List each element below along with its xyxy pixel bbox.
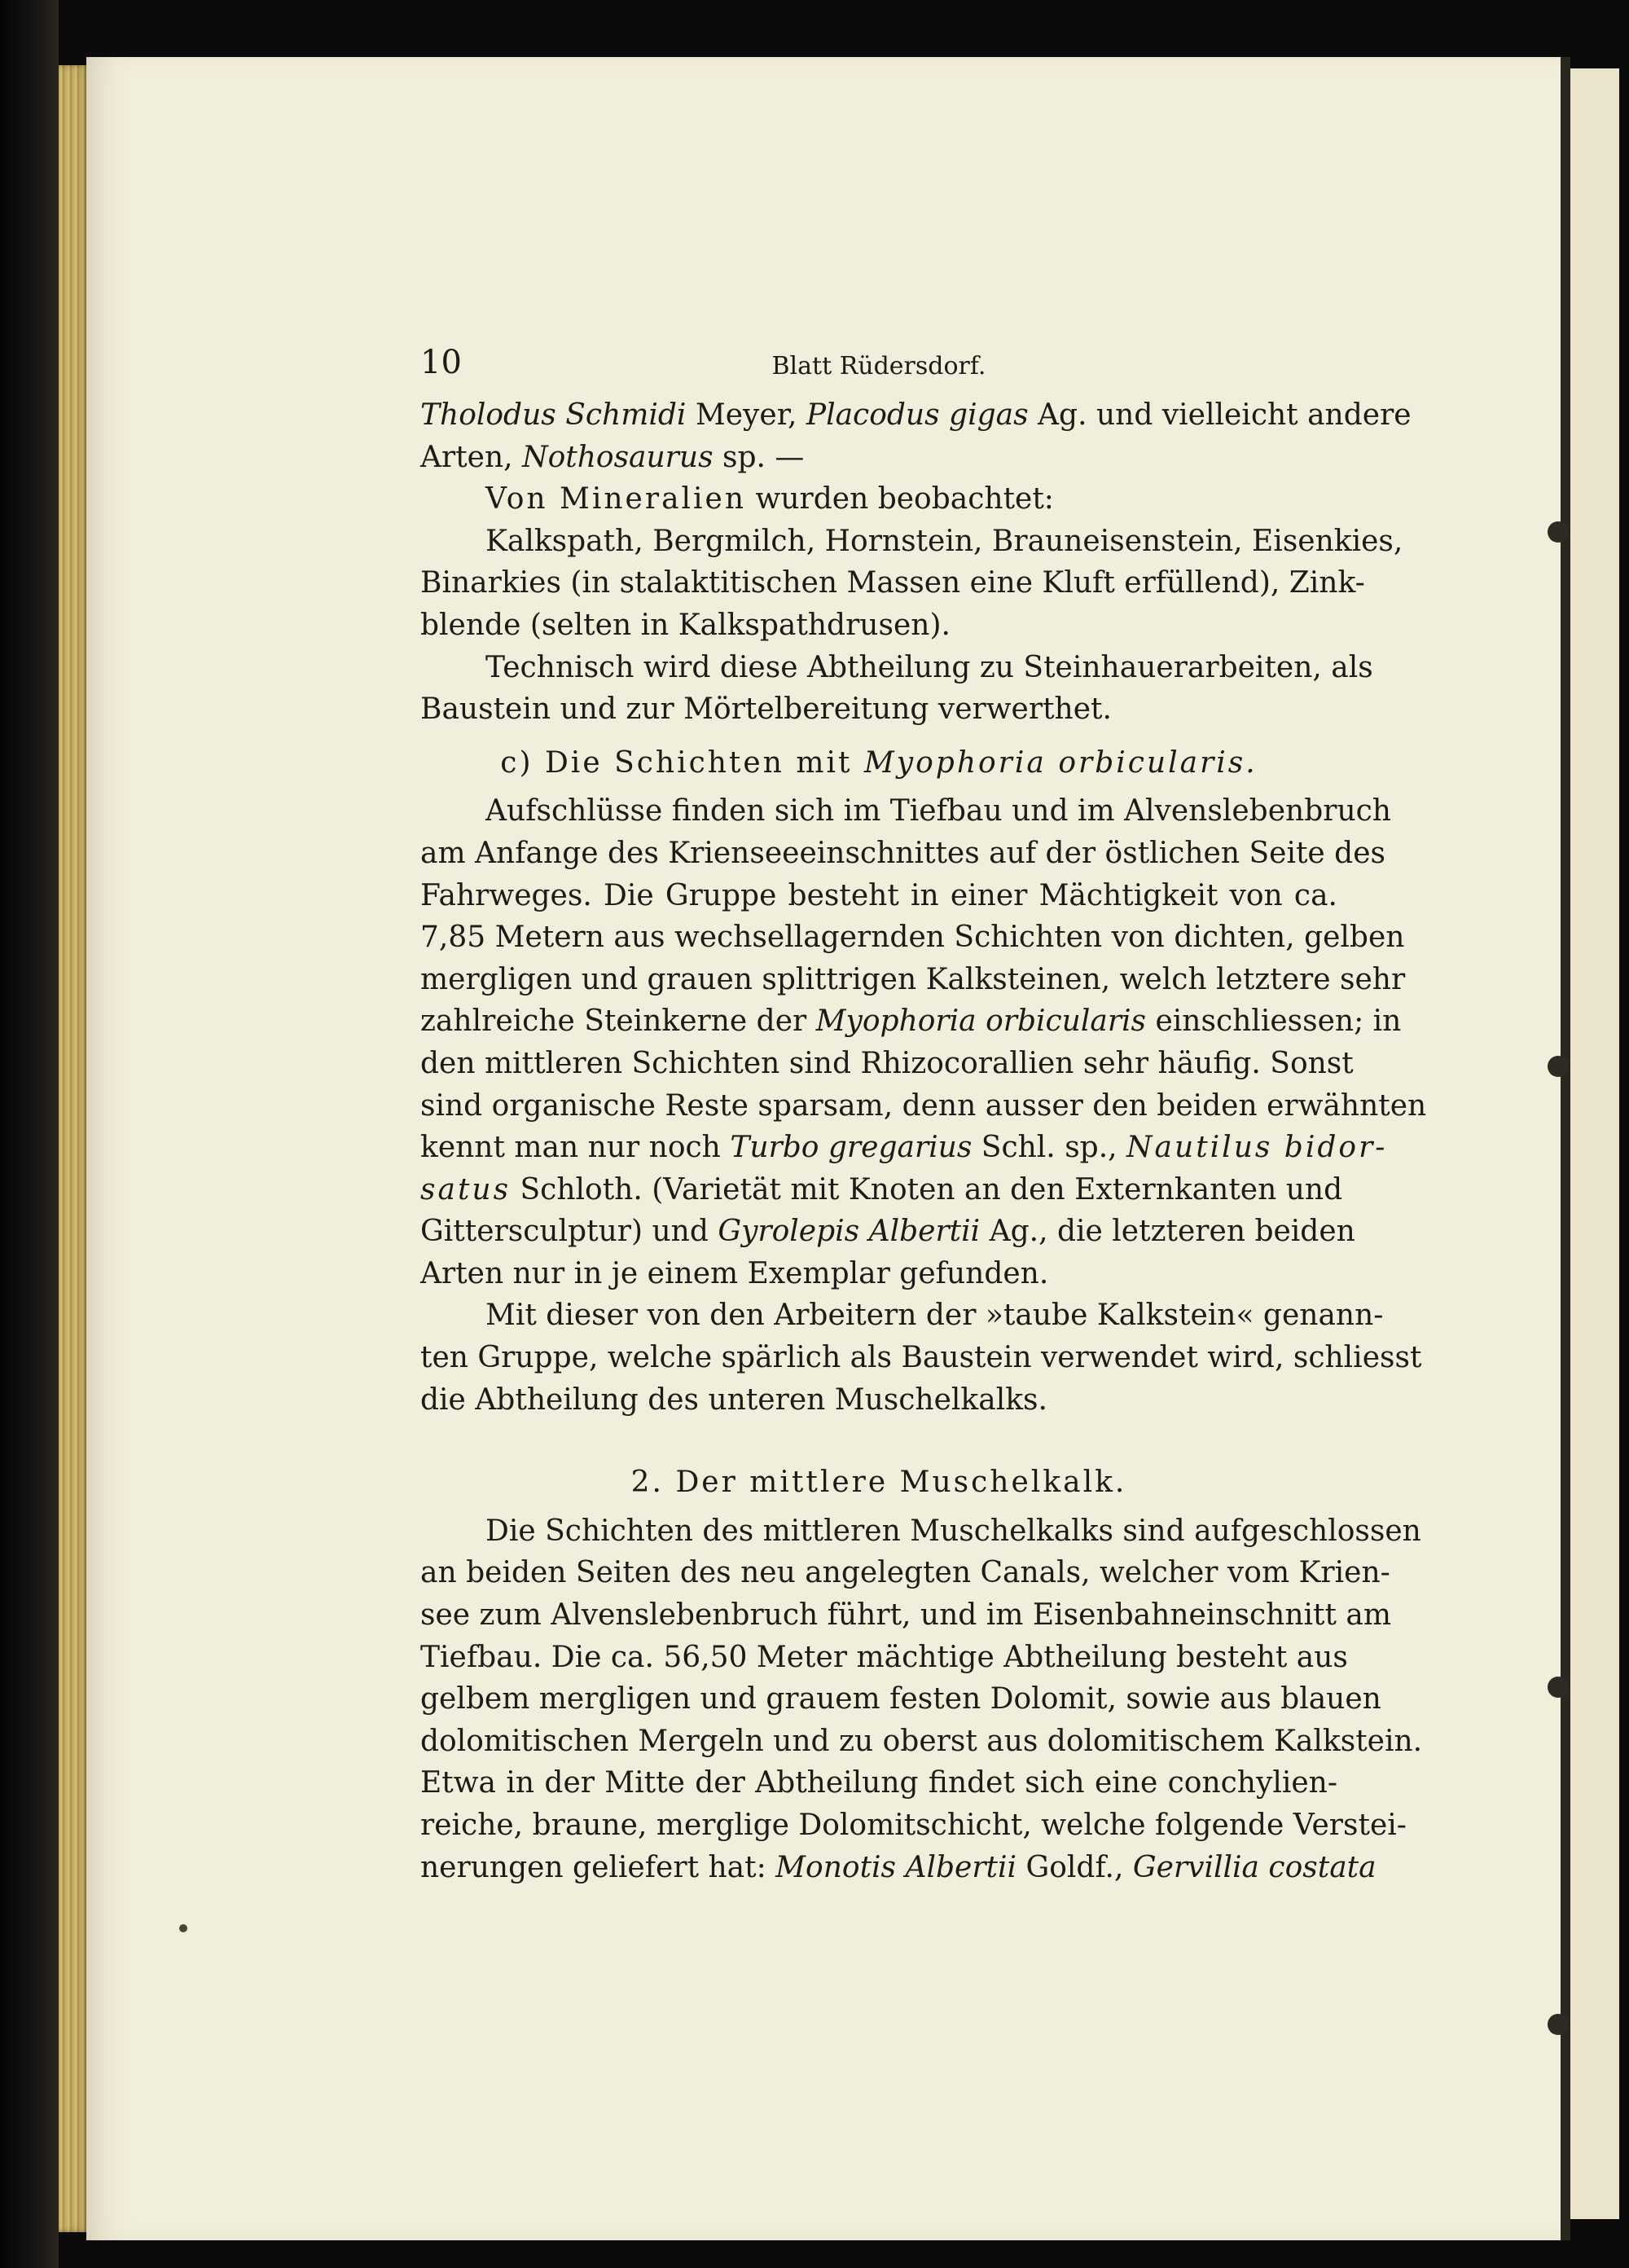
page-number: 10 <box>420 344 462 381</box>
section-heading-c: c) Die Schichten mit Myophoria orbicularis. <box>500 745 1258 780</box>
page-gutter <box>1561 57 1570 2240</box>
paragraph-fauna-continued: Tholodus Schmidi Meyer, Placodus gigas Ag. und vielleicht andere Arten, Nothosaurus sp. — <box>420 398 1412 474</box>
facing-page-edge <box>1570 68 1619 2219</box>
thread-mark <box>1548 1677 1569 1698</box>
thread-mark <box>1548 521 1569 543</box>
gilded-page-edge <box>59 65 90 2232</box>
minerals-intro: Von Mineralien wurden beobachtet: <box>485 482 1054 516</box>
running-title: Blatt Rüdersdorf. <box>771 352 986 380</box>
section-heading-2: 2. Der mittlere Muschelkalk. <box>630 1466 1127 1500</box>
thread-mark <box>1548 1056 1569 1077</box>
ink-spot <box>179 1924 187 1932</box>
book-binding <box>0 0 59 2268</box>
running-head <box>420 332 1337 394</box>
thread-mark <box>1548 2014 1569 2035</box>
paragraph-taube-kalkstein: Mit dieser von den Arbeitern der »taube Kalkstein« genann- ten Gruppe, welche spärlich als Baustein verwendet wird, schliesst die Abtheilung des unteren Muschelkalks. <box>420 1299 1422 1417</box>
paragraph-minerals: Kalkspath, Bergmilch, Hornstein, Brauneisenstein, Eisenkies, Binarkies (in stalaktitischen Massen eine Kluft erfüllend), Zink- blende (selten in Kalkspathdrusen). <box>420 524 1403 642</box>
paragraph-middle-muschelkalk: Die Schichten des mittleren Muschelkalks sind aufgeschlossen an beiden Seiten des neu angelegten Canals, welcher vom Krien- see zum Alvenslebenbruch führt, und im Eisenbahneinschnitt am Tiefbau. Die ca. 56,50 Meter mächtige Abtheilung besteht aus gelbem mergligen und grauem festen Dolomit, sowie aus blauen dolomitischen Mergeln und zu oberst aus dolomitischem Kalkstein. Etwa in der Mitte der Abtheilung findet sich eine conchylien- reiche, braune, merglige Dolomitschicht, welche folgende Verstei- nerungen geliefert hat: Monotis Albertii Goldf., Gervillia costata <box>420 1514 1423 1884</box>
paragraph-outcrops: Aufschlüsse finden sich im Tiefbau und im Alvenslebenbruch am Anfange des Krienseeeinschnittes auf der östlichen Seite des Fahrweges. Die Gruppe besteht in einer Mächtigkeit von ca. 7,85 Metern aus wechsellagernden Schichten von dichten, gelben mergligen und grauen splittrigen Kalksteinen, welch letztere sehr zahlreiche Steinkerne der Myophoria orbicularis einschliessen; in den mittleren Schichten sind Rhizocorallien sehr häufig. Sonst sind organische Reste sparsam, denn ausser den beiden erwähnten kennt man nur noch Turbo gregarius Schl. sp., Nautilus bidor- satus Schloth. (Varietät mit Knoten an den Externkanten und Gittersculptur) und Gyrolepis Albertii Ag., die letzteren beiden Arten nur in je einem Exemplar gefunden. <box>420 794 1427 1290</box>
paragraph-technical-use: Technisch wird diese Abtheilung zu Steinhauerarbeiten, als Baustein und zur Mörtelbereitung verwerthet. <box>420 650 1373 727</box>
page-text <box>420 332 1427 1888</box>
